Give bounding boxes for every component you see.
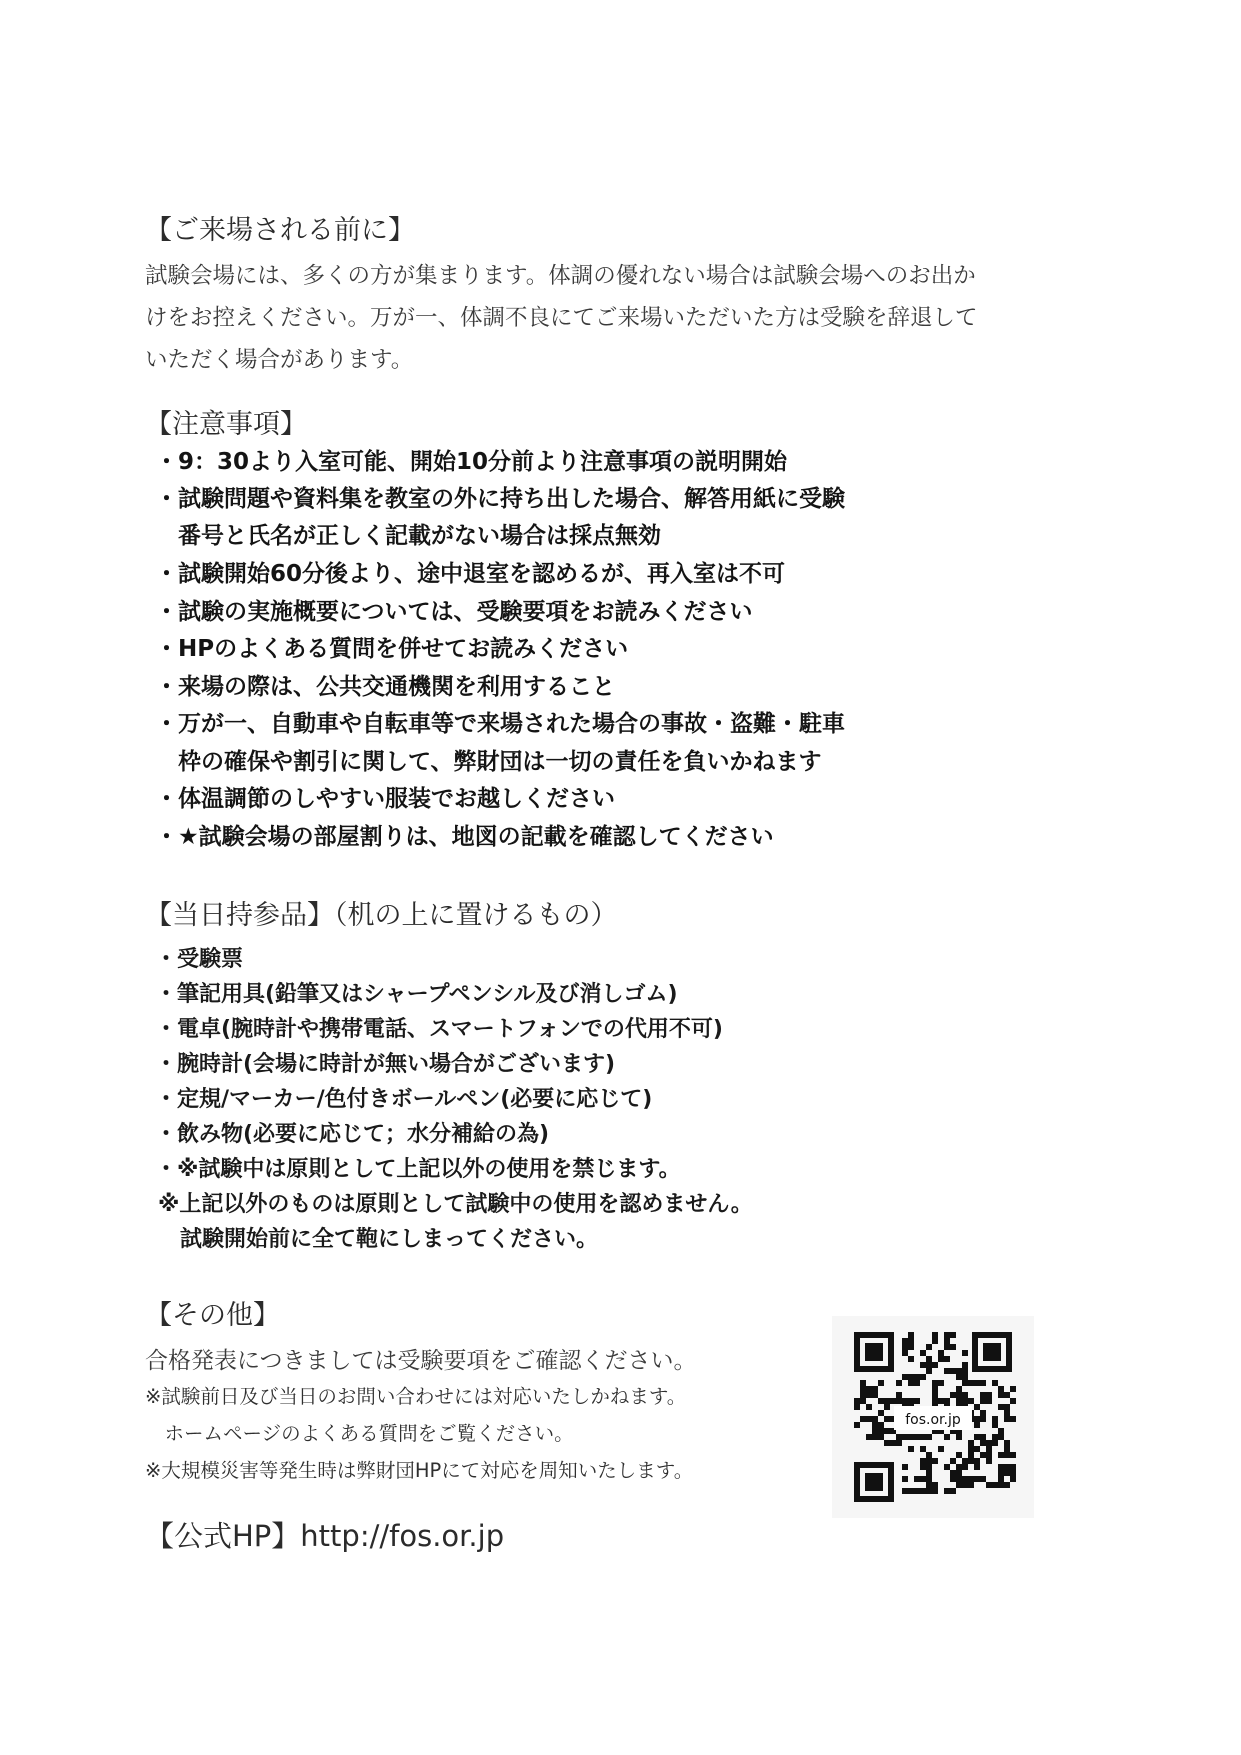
qr-code-graphic bbox=[832, 1316, 1034, 1518]
items-item: ・飲み物(必要に応じて；水分補給の為) bbox=[155, 1122, 550, 1147]
before-arrival-line-2: けをお控えください。万が一、体調不良にてご来場いただいた方は受験を辞退して bbox=[145, 305, 978, 331]
qr-code[interactable] bbox=[832, 1316, 1034, 1518]
notes-item: ・9：30より入室可能、開始10分前より注意事項の説明開始 bbox=[155, 449, 788, 475]
notes-heading: 【注意事項】 bbox=[145, 409, 307, 440]
items-item: ・受験票 bbox=[155, 947, 244, 972]
notes-item: ・来場の際は、公共交通機関を利用すること bbox=[155, 674, 615, 700]
before-arrival-line-1: 試験会場には、多くの方が集まります。体調の優れない場合は試験会場へのお出か bbox=[145, 263, 976, 289]
before-arrival-heading: 【ご来場される前に】 bbox=[145, 215, 415, 246]
other-line-4: ※大規模災害等発生時は弊財団HPにて対応を周知いたします。 bbox=[145, 1459, 694, 1482]
notes-item: 枠の確保や割引に関して、弊財団は一切の責任を負いかねます bbox=[155, 749, 822, 775]
items-item: ・定規/マーカー/色付きボールペン(必要に応じて) bbox=[155, 1087, 653, 1112]
items-item: ・電卓(腕時計や携帯電話、スマートフォンでの代用不可) bbox=[155, 1017, 723, 1042]
other-line-2: ※試験前日及び当日のお問い合わせには対応いたしかねます。 bbox=[145, 1385, 687, 1408]
items-heading: 【当日持参品】（机の上に置けるもの） bbox=[145, 900, 618, 931]
notes-item: ・試験問題や資料集を教室の外に持ち出した場合、解答用紙に受験 bbox=[155, 486, 845, 512]
items-item: ・※試験中は原則として上記以外の使用を禁じます。 bbox=[155, 1157, 681, 1182]
notes-item: ・試験の実施概要については、受験要項をお読みください bbox=[155, 599, 753, 625]
notes-item: 番号と氏名が正しく記載がない場合は採点無効 bbox=[155, 523, 661, 549]
other-heading: 【その他】 bbox=[145, 1300, 280, 1331]
notes-item: ・★試験会場の部屋割りは、地図の記載を確認してください bbox=[155, 824, 774, 850]
other-line-3: ホームページのよくある質問をご覧ください。 bbox=[145, 1422, 574, 1445]
notes-item: ・HPのよくある質問を併せてお読みください bbox=[155, 636, 629, 662]
items-item: ・筆記用具(鉛筆又はシャープペンシル及び消しゴム) bbox=[155, 982, 678, 1007]
notes-item: ・体温調節のしやすい服装でお越しください bbox=[155, 786, 615, 812]
before-arrival-line-3: いただく場合があります。 bbox=[145, 347, 414, 373]
other-line-1: 合格発表につきましては受験要項をご確認ください。 bbox=[145, 1348, 697, 1374]
items-item: 試験開始前に全て鞄にしまってください。 bbox=[158, 1227, 599, 1252]
items-item: ※上記以外のものは原則として試験中の使用を認めません。 bbox=[158, 1192, 753, 1217]
official-hp[interactable]: 【公式HP】http://fos.or.jp bbox=[145, 1519, 505, 1553]
items-item: ・腕時計(会場に時計が無い場合がございます) bbox=[155, 1052, 616, 1077]
notes-item: ・試験開始60分後より、途中退室を認めるが、再入室は不可 bbox=[155, 561, 786, 587]
notes-item: ・万が一、自動車や自転車等で来場された場合の事故・盗難・駐車 bbox=[155, 711, 845, 737]
qr-label: fos.or.jp bbox=[905, 1412, 961, 1428]
